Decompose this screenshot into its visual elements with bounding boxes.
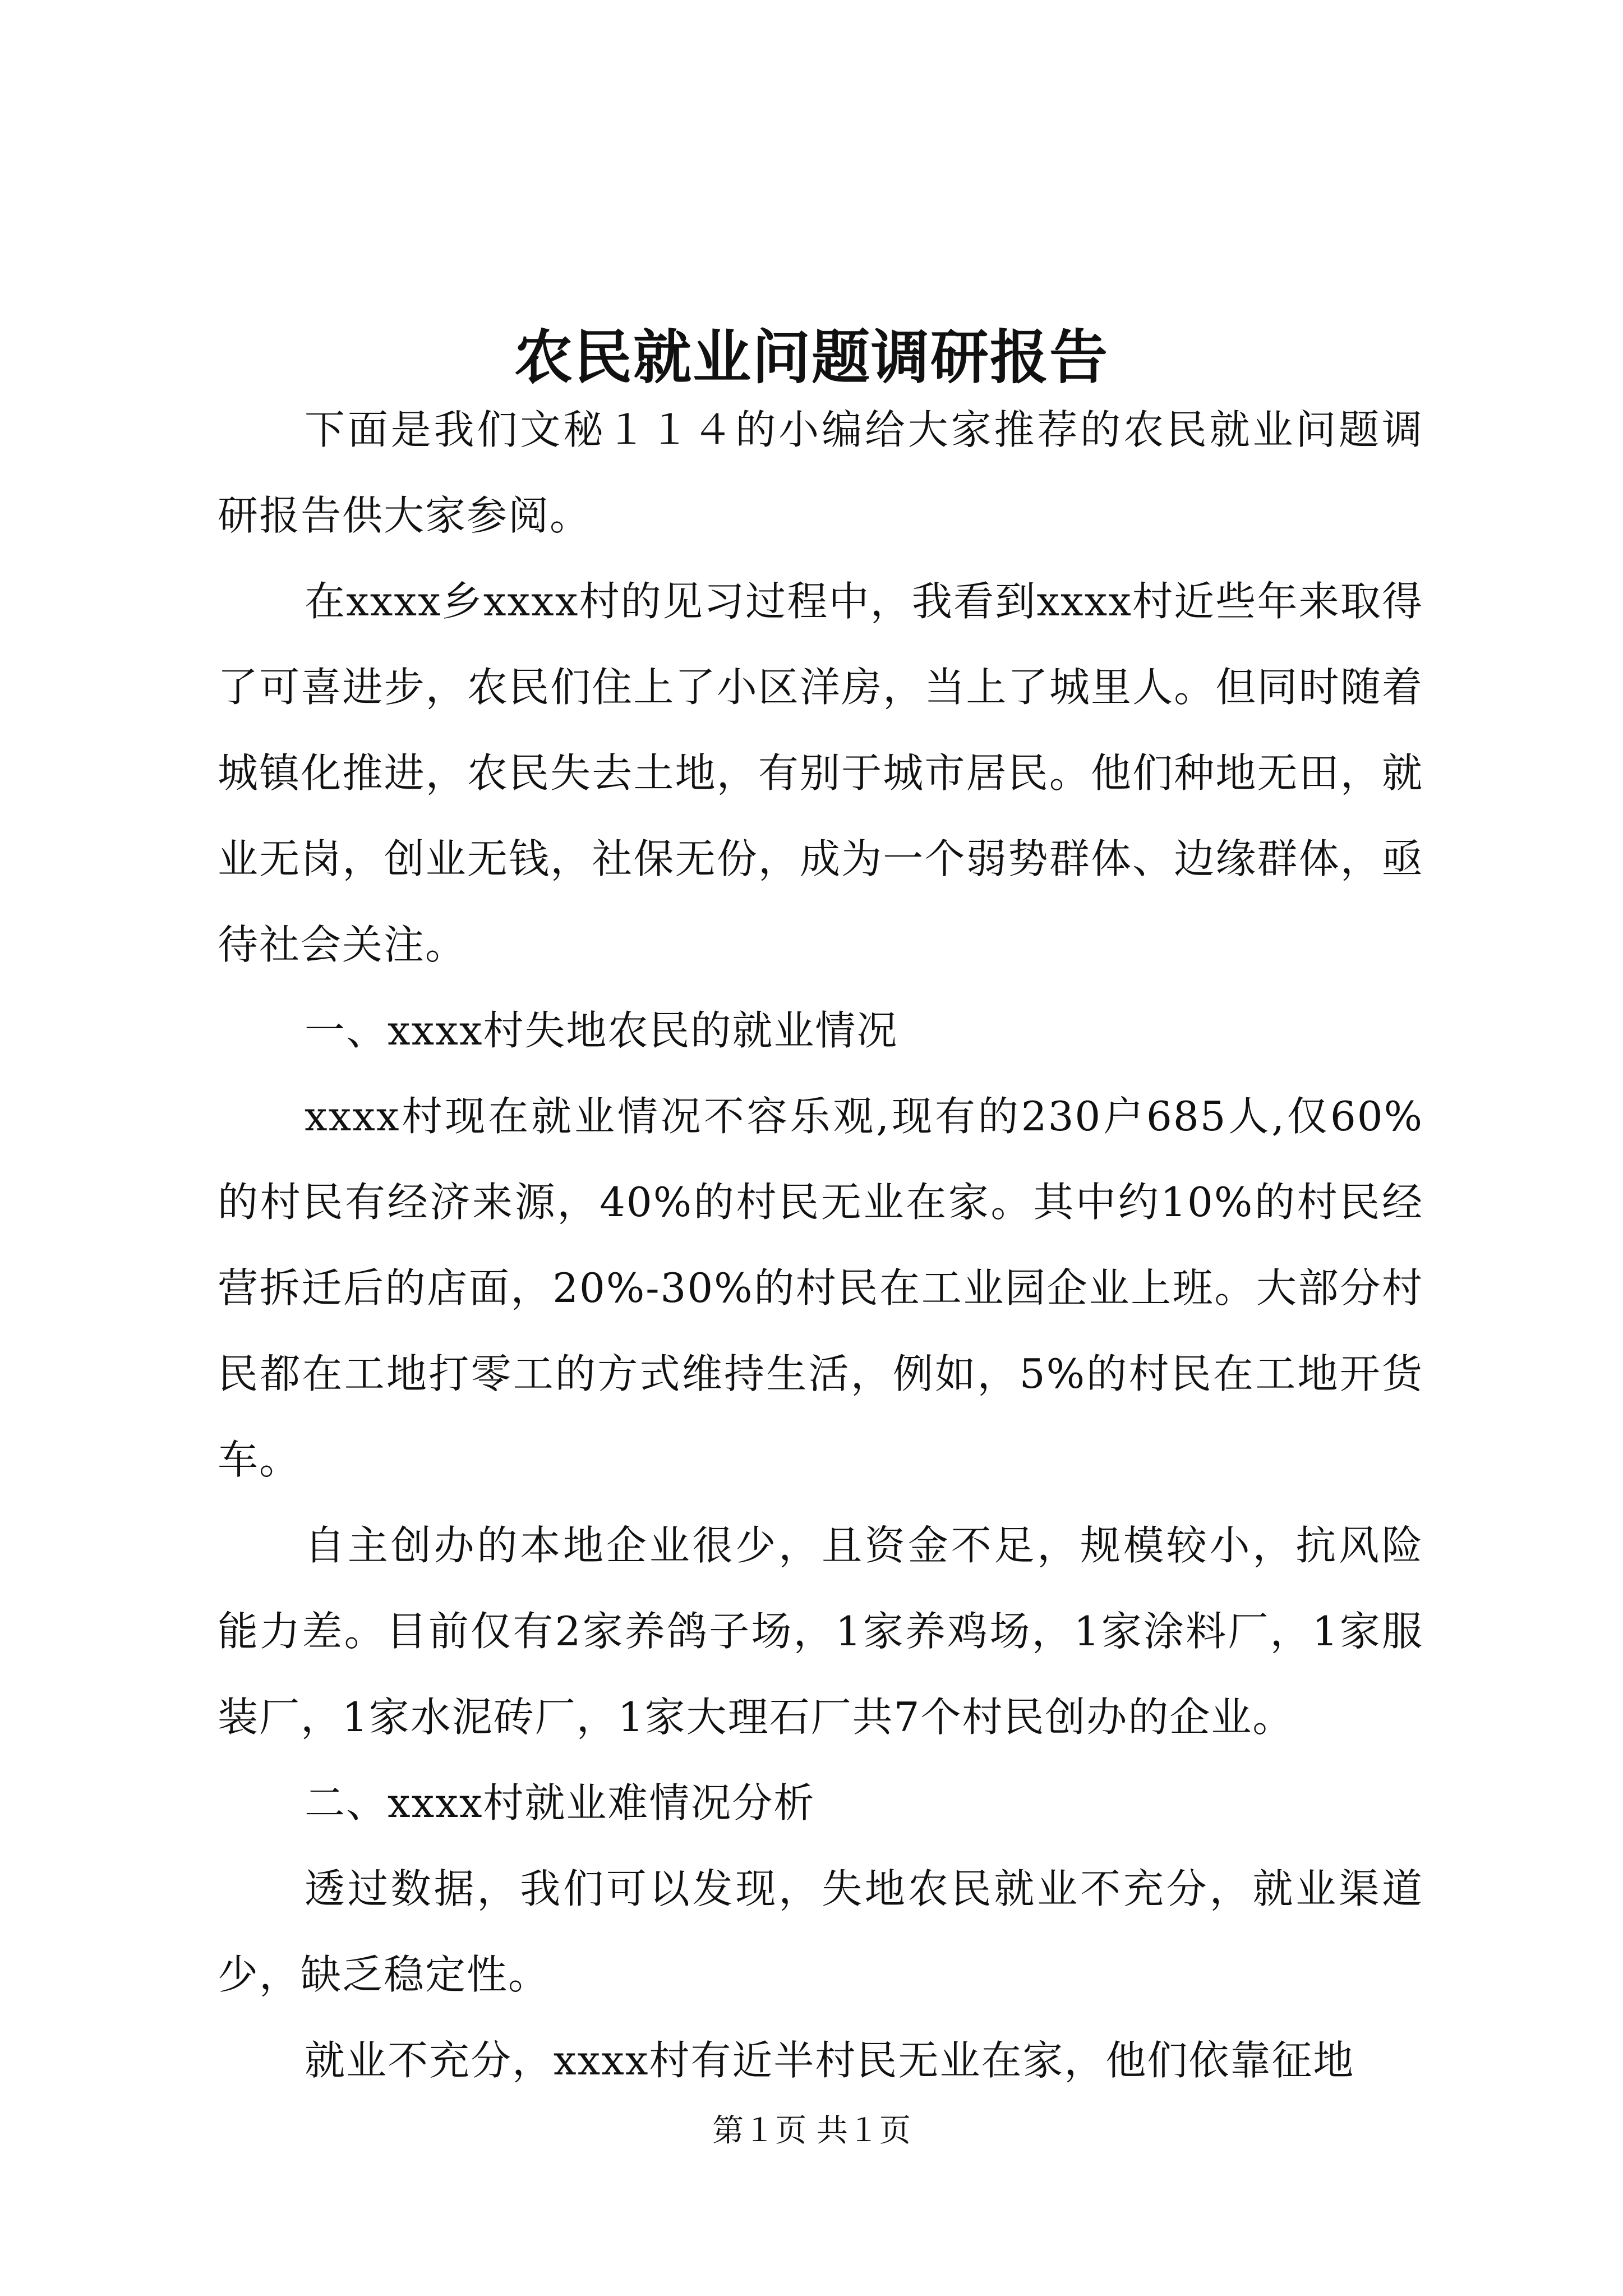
document-body [218,387,1423,2104]
page-title: 农民就业问题调研报告 [514,322,1109,392]
page-footer: 第１页 共１页 [712,2113,911,2149]
paragraph-intro: 下面是我们文秘１１４的小编给大家推荐的农民就业问题调研报告供大家参阅。 [218,406,1423,539]
paragraph-background: 在xxxx乡xxxx村的见习过程中，我看到xxxx村近些年来取得了可喜进步，农民们住上了小区洋房，当上了城里人。但同时随着城镇化推进，农民失去土地，有别于城市居民。他们种地无田，就业无岗，创业无钱，社保无份，成为一个弱势群体、边缘群体，亟待社会关注。 [218,578,1423,968]
section-heading-employment-situation: 一、xxxx村失地农民的就业情况 [305,1007,898,1054]
section-heading-difficulty-analysis: 二、xxxx村就业难情况分析 [305,1779,815,1826]
paragraph-data-findings: 透过数据，我们可以发现，失地农民就业不充分，就业渠道少，缺乏稳定性。 [218,1865,1423,1998]
paragraph-local-enterprises: 自主创办的本地企业很少，且资金不足，规模较小，抗风险能力差。目前仅有2家养鸽子场，1家养鸡场，1家涂料厂，1家服装厂，1家水泥砖厂，1家大理石厂共7个村民创办的企业。 [218,1522,1423,1741]
paragraph-employment-statistics: xxxx村现在就业情况不容乐观,现有的230户685人,仅60%的村民有经济来源，40%的村民无业在家。其中约10%的村民经营拆迁后的店面，20%-30%的村民在工业园企业上班。大部分村民都在工地打零工的方式维持生活，例如，5%的村民在工地开货车。 [218,1093,1423,1483]
paragraph-underemployment: 就业不充分，xxxx村有近半村民无业在家，他们依靠征地 [305,2037,1355,2084]
